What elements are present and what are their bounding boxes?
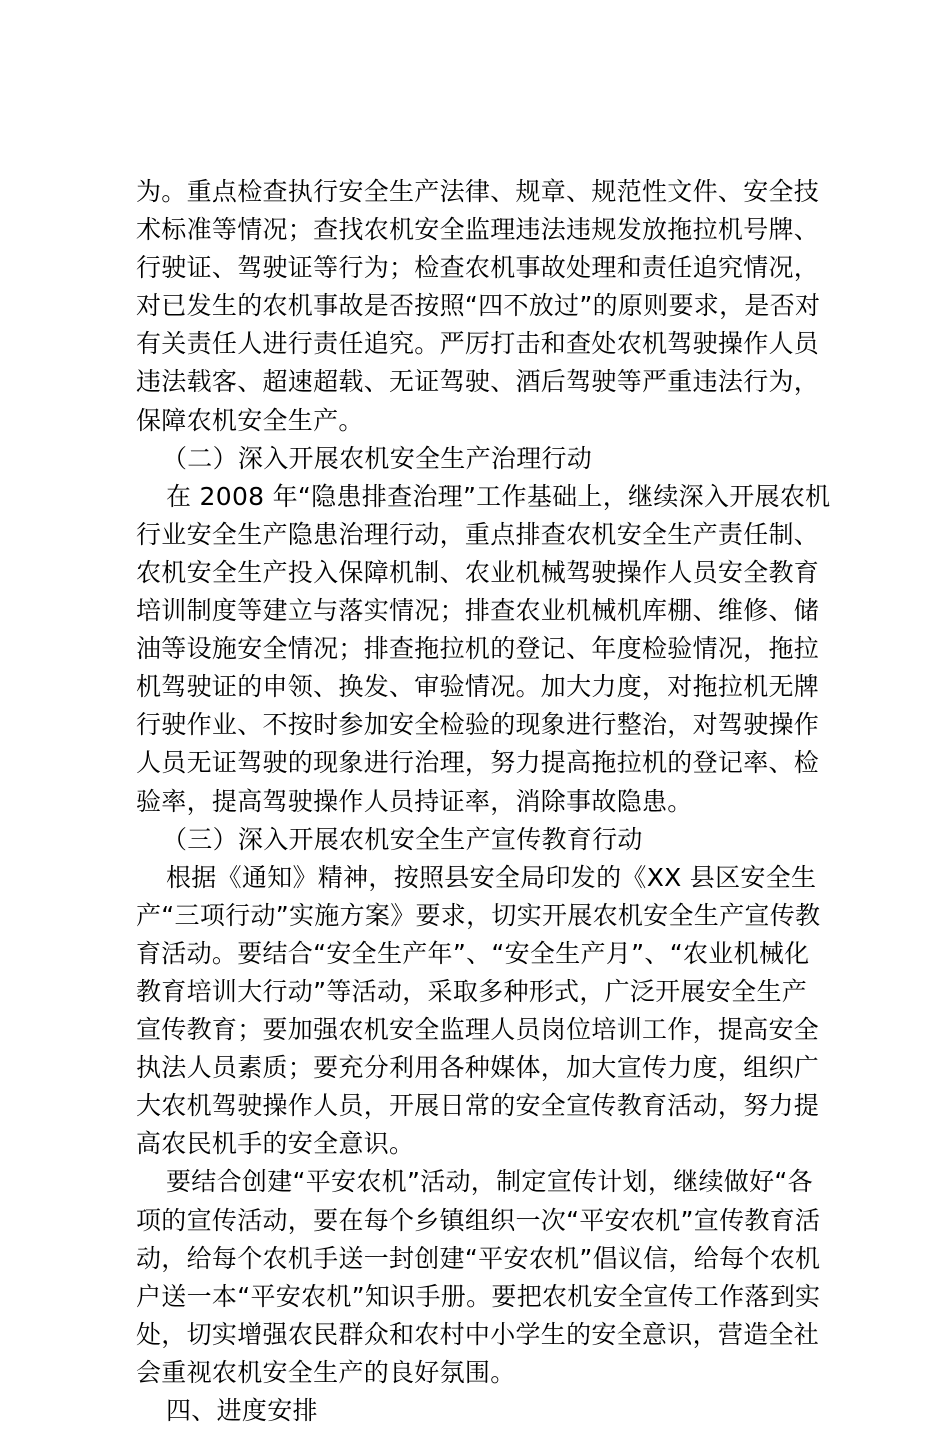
text-line: 有关责任人进行责任追究。严厉打击和查处农机驾驶操作人员 [136,329,820,359]
text-line: 宣传教育；要加强农机安全监理人员岗位培训工作，提高安全 [136,1015,820,1045]
text-line: 户送一本“平安农机”知识手册。要把农机安全宣传工作落到实 [136,1281,821,1311]
text-line: 术标准等情况；查找农机安全监理违法违规发放拖拉机号牌、 [136,215,820,245]
text-line: 在 2008 年“隐患排查治理”工作基础上，继续深入开展农机 [166,481,831,511]
text-line: 行驶作业、不按时参加安全检验的现象进行整治，对驾驶操作 [136,710,820,740]
text-line: 油等设施安全情况；排查拖拉机的登记、年度检验情况，拖拉 [136,634,820,664]
text-line: 根据《通知》精神，按照县安全局印发的《XX 县区安全生 [166,862,817,892]
text-line: 人员无证驾驶的现象进行治理，努力提高拖拉机的登记率、检 [136,748,820,778]
text-line: 产“三项行动”实施方案》要求，切实开展农机安全生产宣传教 [136,900,821,930]
text-line: 项的宣传活动，要在每个乡镇组织一次“平安农机”宣传教育活 [136,1205,821,1235]
text-line: 保障农机安全生产。 [136,405,364,435]
text-line: 对已发生的农机事故是否按照“四不放过”的原则要求，是否对 [136,291,821,321]
section-heading: （三）深入开展农机安全生产宣传教育行动 [162,824,643,854]
text-line: 农机安全生产投入保障机制、农业机械驾驶操作人员安全教育 [136,557,820,587]
document-body [136,173,831,1430]
text-line: 处，切实增强农民群众和农村中小学生的安全意识，营造全社 [136,1319,820,1349]
text-line: 为。重点检查执行安全生产法律、规章、规范性文件、安全技 [136,177,820,206]
text-line: 会重视农机安全生产的良好氛围。 [136,1357,516,1387]
section-heading: （二）深入开展农机安全生产治理行动 [162,443,593,473]
text-line: 执法人员素质；要充分利用各种媒体，加大宣传力度，组织广 [136,1053,820,1083]
text-line: 培训制度等建立与落实情况；排查农业机械机库棚、维修、储 [136,596,820,626]
text-line: 机驾驶证的申领、换发、审验情况。加大力度，对拖拉机无牌 [136,672,820,702]
text-line: 教育培训大行动”等活动，采取多种形式，广泛开展安全生产 [136,976,808,1006]
text-line: 动，给每个农机手送一封创建“平安农机”倡议信，给每个农机 [136,1243,821,1273]
text-line: 要结合创建“平安农机”活动，制定宣传计划，继续做好“各 [166,1167,813,1197]
text-line: 验率，提高驾驶操作人员持证率，消除事故隐患。 [136,786,693,816]
text-line: 育活动。要结合“安全生产年”、“安全生产月”、“农业机械化 [136,938,810,968]
text-line: 行驶证、驾驶证等行为；检查农机事故处理和责任追究情况， [136,253,820,283]
text-line: 大农机驾驶操作人员，开展日常的安全宣传教育活动，努力提 [136,1091,820,1121]
text-line: 行业安全生产隐患治理行动，重点排查农机安全生产责任制、 [136,519,820,549]
text-line: 违法载客、超速超载、无证驾驶、酒后驾驶等严重违法行为， [136,367,820,397]
text-line: 高农民机手的安全意识。 [136,1129,415,1159]
text-line: 四、进度安排 [166,1396,318,1425]
